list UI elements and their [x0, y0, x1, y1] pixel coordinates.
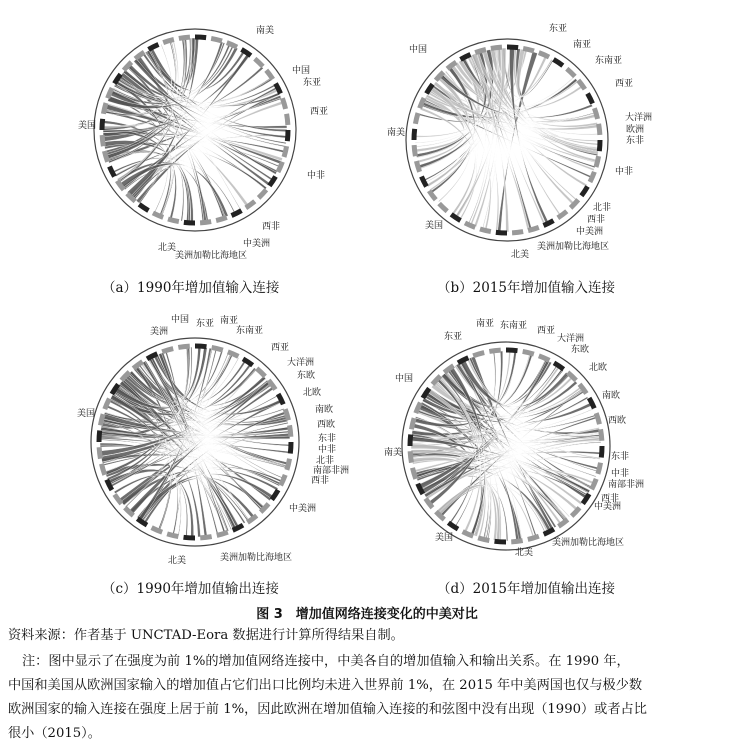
panel-b-segment: [507, 47, 518, 48]
panel-b-segment: [588, 94, 593, 104]
panel-d-segment: [473, 353, 484, 356]
panel-b-segment: [421, 177, 426, 187]
panel-b-segment: [414, 129, 415, 140]
label-south-america: 南美: [256, 26, 275, 36]
caption-b: （b）2015年增加值输入连接: [437, 280, 615, 296]
panel-a-segment: [211, 38, 222, 41]
panel-b-segment: [594, 108, 597, 119]
panel-c-segment: [178, 346, 189, 347]
label-north-africa: 北非: [593, 203, 612, 213]
label-china: 中国: [409, 45, 428, 55]
panel-d-segment: [489, 350, 500, 351]
panel-b-segment: [539, 53, 549, 57]
panel-b-segment: [414, 145, 415, 156]
label-central-africa: 中非: [611, 469, 630, 479]
label-west-africa: 西非: [601, 494, 620, 504]
panel-c-segment: [281, 475, 286, 486]
label-west-europe: 西欧: [317, 420, 336, 430]
panel-a-segment: [287, 114, 288, 125]
panel-b-segment: [480, 229, 491, 232]
panel-d-segment: [495, 541, 506, 542]
label-usa: 美国: [78, 121, 97, 131]
panel-b-segment: [554, 59, 563, 65]
label-west-asia: 西亚: [310, 107, 329, 117]
panel-a-segment: [232, 211, 242, 216]
note-line-1: 注：图中显示了在强度为前 1%的增加值网络连接中，中美各自的增加值输入和输出关系。在 1990 年，: [22, 654, 630, 669]
label-central-america: 中美洲: [289, 504, 317, 514]
label-west-asia: 西亚: [271, 343, 290, 353]
chord-panel-b: [367, 0, 734, 300]
panel-b-segment: [415, 113, 418, 124]
note-line-4: 很小（2015）。: [8, 726, 101, 741]
label-southeast-asia: 东南亚: [500, 321, 528, 331]
panel-d-segment: [410, 451, 411, 462]
panel-d-segment: [413, 468, 416, 479]
label-central-africa: 中非: [307, 171, 326, 181]
label-caribbean: 美洲加勒比海地区: [175, 251, 248, 261]
panel-c-segment: [287, 459, 290, 470]
label-north-america: 北美: [168, 556, 187, 566]
panel-d-segment: [511, 541, 522, 542]
label-southern-africa: 南部非洲: [313, 466, 350, 476]
panel-b-segment: [528, 227, 539, 230]
label-south-asia: 南亚: [573, 40, 592, 50]
label-west-africa: 西非: [587, 215, 606, 225]
panel-d-segment: [523, 351, 534, 354]
panel-a-segment: [179, 37, 190, 38]
label-east-asia: 东亚: [196, 319, 215, 329]
caption-c: （c）1990年增加值输出连接: [102, 581, 279, 597]
panel-d-segment: [528, 536, 539, 539]
panel-a-segment: [282, 98, 285, 109]
label-central-america: 中美洲: [576, 227, 604, 237]
panel-b-segment: [496, 232, 507, 233]
caption-a: （a）1990年增加值输入连接: [102, 280, 280, 296]
label-east-africa: 东非: [611, 452, 630, 462]
panel-a-segment: [216, 217, 227, 220]
chord-diagram-b: [367, 0, 734, 270]
panel-a-segment: [246, 201, 255, 208]
panel-b-segment: [567, 69, 575, 77]
panel-c-segment: [290, 425, 291, 436]
panel-c-segment: [217, 532, 228, 535]
panel-a-segment: [103, 103, 106, 114]
panel-c-segment: [290, 442, 291, 453]
panel-c-segment: [167, 534, 178, 537]
label-east-africa: 东非: [626, 136, 645, 146]
label-central-africa: 中非: [615, 167, 634, 177]
label-north-europe: 北欧: [303, 388, 322, 398]
panel-a-segment: [184, 222, 195, 223]
label-west-europe: 西欧: [608, 416, 627, 426]
panel-c-segment: [102, 464, 105, 475]
panel-d-segment: [601, 446, 602, 457]
label-central-africa: 中非: [318, 445, 337, 455]
label-oceania: 大洋洲: [557, 334, 585, 344]
panel-b-segment: [465, 223, 475, 227]
label-south-asia: 南亚: [476, 319, 495, 329]
panel-a-segment: [266, 70, 273, 79]
label-china: 中国: [395, 374, 414, 384]
label-americas: 美洲: [150, 327, 169, 337]
panel-b-segment: [596, 156, 599, 167]
label-west-asia: 西亚: [615, 79, 634, 89]
panel-a-segment: [287, 130, 288, 141]
panel-a-segment: [109, 167, 114, 177]
label-caribbean: 美洲加勒比海地区: [220, 553, 293, 563]
label-central-america: 中美洲: [243, 239, 271, 249]
panel-a-segment: [149, 44, 159, 49]
panel-c-segment: [99, 431, 100, 442]
panel-b-segment: [590, 172, 594, 182]
panel-b-segment: [523, 48, 534, 51]
panel-d-segment: [592, 479, 597, 490]
panel-d-segment: [506, 350, 517, 351]
label-china: 中国: [171, 315, 190, 325]
panel-d-segment: [458, 358, 468, 363]
panel-c-segment: [99, 447, 100, 458]
chord-panel-c: [0, 305, 367, 605]
label-china: 中国: [292, 66, 311, 76]
label-southeast-asia: 东南亚: [595, 56, 623, 66]
panel-d-segment: [598, 463, 601, 474]
panel-a-segment: [195, 37, 206, 38]
label-oceania: 大洋洲: [625, 113, 653, 123]
chord-diagram-a: [0, 0, 367, 270]
source-note: 资料来源：作者基于 UNCTAD-Eora 数据进行计算所得结果自制。: [8, 628, 404, 643]
label-south-america: 南美: [387, 128, 406, 138]
panel-c-segment: [212, 347, 223, 350]
chord-panel-a: [0, 0, 367, 300]
panel-b-segment: [439, 204, 447, 212]
label-southeast-asia: 东南亚: [236, 326, 264, 336]
label-europe: 欧洲: [626, 125, 645, 135]
panel-b-segment: [599, 140, 600, 151]
panel-a-segment: [102, 119, 103, 130]
panel-c-segment: [200, 537, 211, 538]
panel-b-segment: [512, 232, 523, 233]
panel-b-segment: [475, 49, 486, 52]
panel-d-segment: [539, 356, 550, 361]
panel-a-segment: [284, 146, 287, 157]
panel-a-segment: [255, 59, 263, 67]
panel-c-segment: [247, 516, 256, 523]
label-north-europe: 北欧: [589, 363, 608, 373]
panel-d-segment: [589, 398, 594, 408]
panel-d-segment: [544, 529, 554, 534]
label-usa: 美国: [77, 409, 96, 419]
panel-a-segment: [104, 151, 107, 162]
label-north-america: 北美: [515, 548, 534, 558]
label-east-europe: 东欧: [571, 345, 590, 355]
panel-b-segment: [491, 47, 502, 48]
label-east-asia: 东亚: [303, 78, 322, 88]
panel-a-segment: [102, 135, 103, 146]
panel-d-segment: [411, 418, 414, 429]
panel-c-segment: [285, 409, 288, 420]
panel-d-segment: [601, 429, 602, 440]
panel-b-segment: [581, 187, 587, 196]
label-usa: 美国: [435, 533, 454, 543]
panel-d-segment: [410, 435, 411, 446]
panel-c-segment: [257, 368, 265, 376]
panel-c-segment: [195, 346, 206, 347]
label-south-europe: 南欧: [315, 405, 334, 415]
label-west-africa: 西非: [311, 476, 330, 486]
label-south-europe: 南欧: [602, 391, 621, 401]
label-west-africa: 西非: [262, 222, 281, 232]
panel-d-segment: [596, 413, 599, 424]
panel-b-segment: [416, 161, 419, 172]
panel-d-segment: [478, 538, 489, 541]
label-east-europe: 东欧: [297, 371, 316, 381]
label-west-asia: 西亚: [537, 326, 556, 336]
panel-c-segment: [115, 494, 122, 503]
panel-a-segment: [168, 219, 179, 222]
label-south-america: 南美: [384, 448, 403, 458]
panel-b-segment: [429, 191, 436, 200]
panel-a-segment: [135, 52, 144, 59]
panel-c-segment: [100, 414, 103, 425]
label-north-africa: 北非: [316, 456, 335, 466]
label-caribbean: 美洲加勒比海地区: [552, 538, 625, 548]
note-line-2: 中国和美国从欧洲国家输入的增加值占它们出口比例均未进入世界前 1%，在 2015 年中美两国也仅与极少数: [8, 678, 643, 693]
label-southern-africa: 南部非洲: [608, 480, 645, 490]
label-south-asia: 南亚: [220, 316, 239, 326]
label-oceania: 大洋洲: [287, 358, 315, 368]
label-east-asia: 东亚: [444, 332, 463, 342]
label-central-america: 中美洲: [594, 502, 622, 512]
chord-diagram-c: [0, 305, 367, 575]
panel-d-segment: [572, 508, 580, 516]
panel-a-segment: [163, 39, 174, 42]
panel-c-segment: [269, 380, 276, 389]
label-caribbean: 美洲加勒比海地区: [537, 242, 610, 252]
label-east-africa: 东非: [318, 434, 337, 444]
label-north-america: 北美: [511, 250, 530, 260]
figure-title: 图 3 增加值网络连接变化的中美对比: [256, 607, 478, 622]
label-usa: 美国: [425, 221, 444, 231]
label-north-america: 北美: [158, 243, 177, 253]
caption-d: （d）2015年增加值输出连接: [437, 581, 615, 597]
panel-c-segment: [184, 537, 195, 538]
panel-a-segment: [139, 204, 148, 210]
panel-c-segment: [162, 349, 173, 352]
note-line-3: 欧洲国家的输入连接在强度上居于前 1%，因此欧洲在增加值输入连接的和弦图中没有出现（1990）或者占比: [8, 702, 647, 717]
label-east-asia: 东亚: [549, 24, 568, 34]
panel-c-segment: [272, 490, 278, 500]
chord-diagram-d: [367, 305, 734, 575]
panel-a-segment: [200, 222, 211, 223]
chord-panel-d: [367, 305, 734, 605]
panel-b-segment: [599, 124, 600, 135]
panel-a-segment: [259, 190, 267, 198]
